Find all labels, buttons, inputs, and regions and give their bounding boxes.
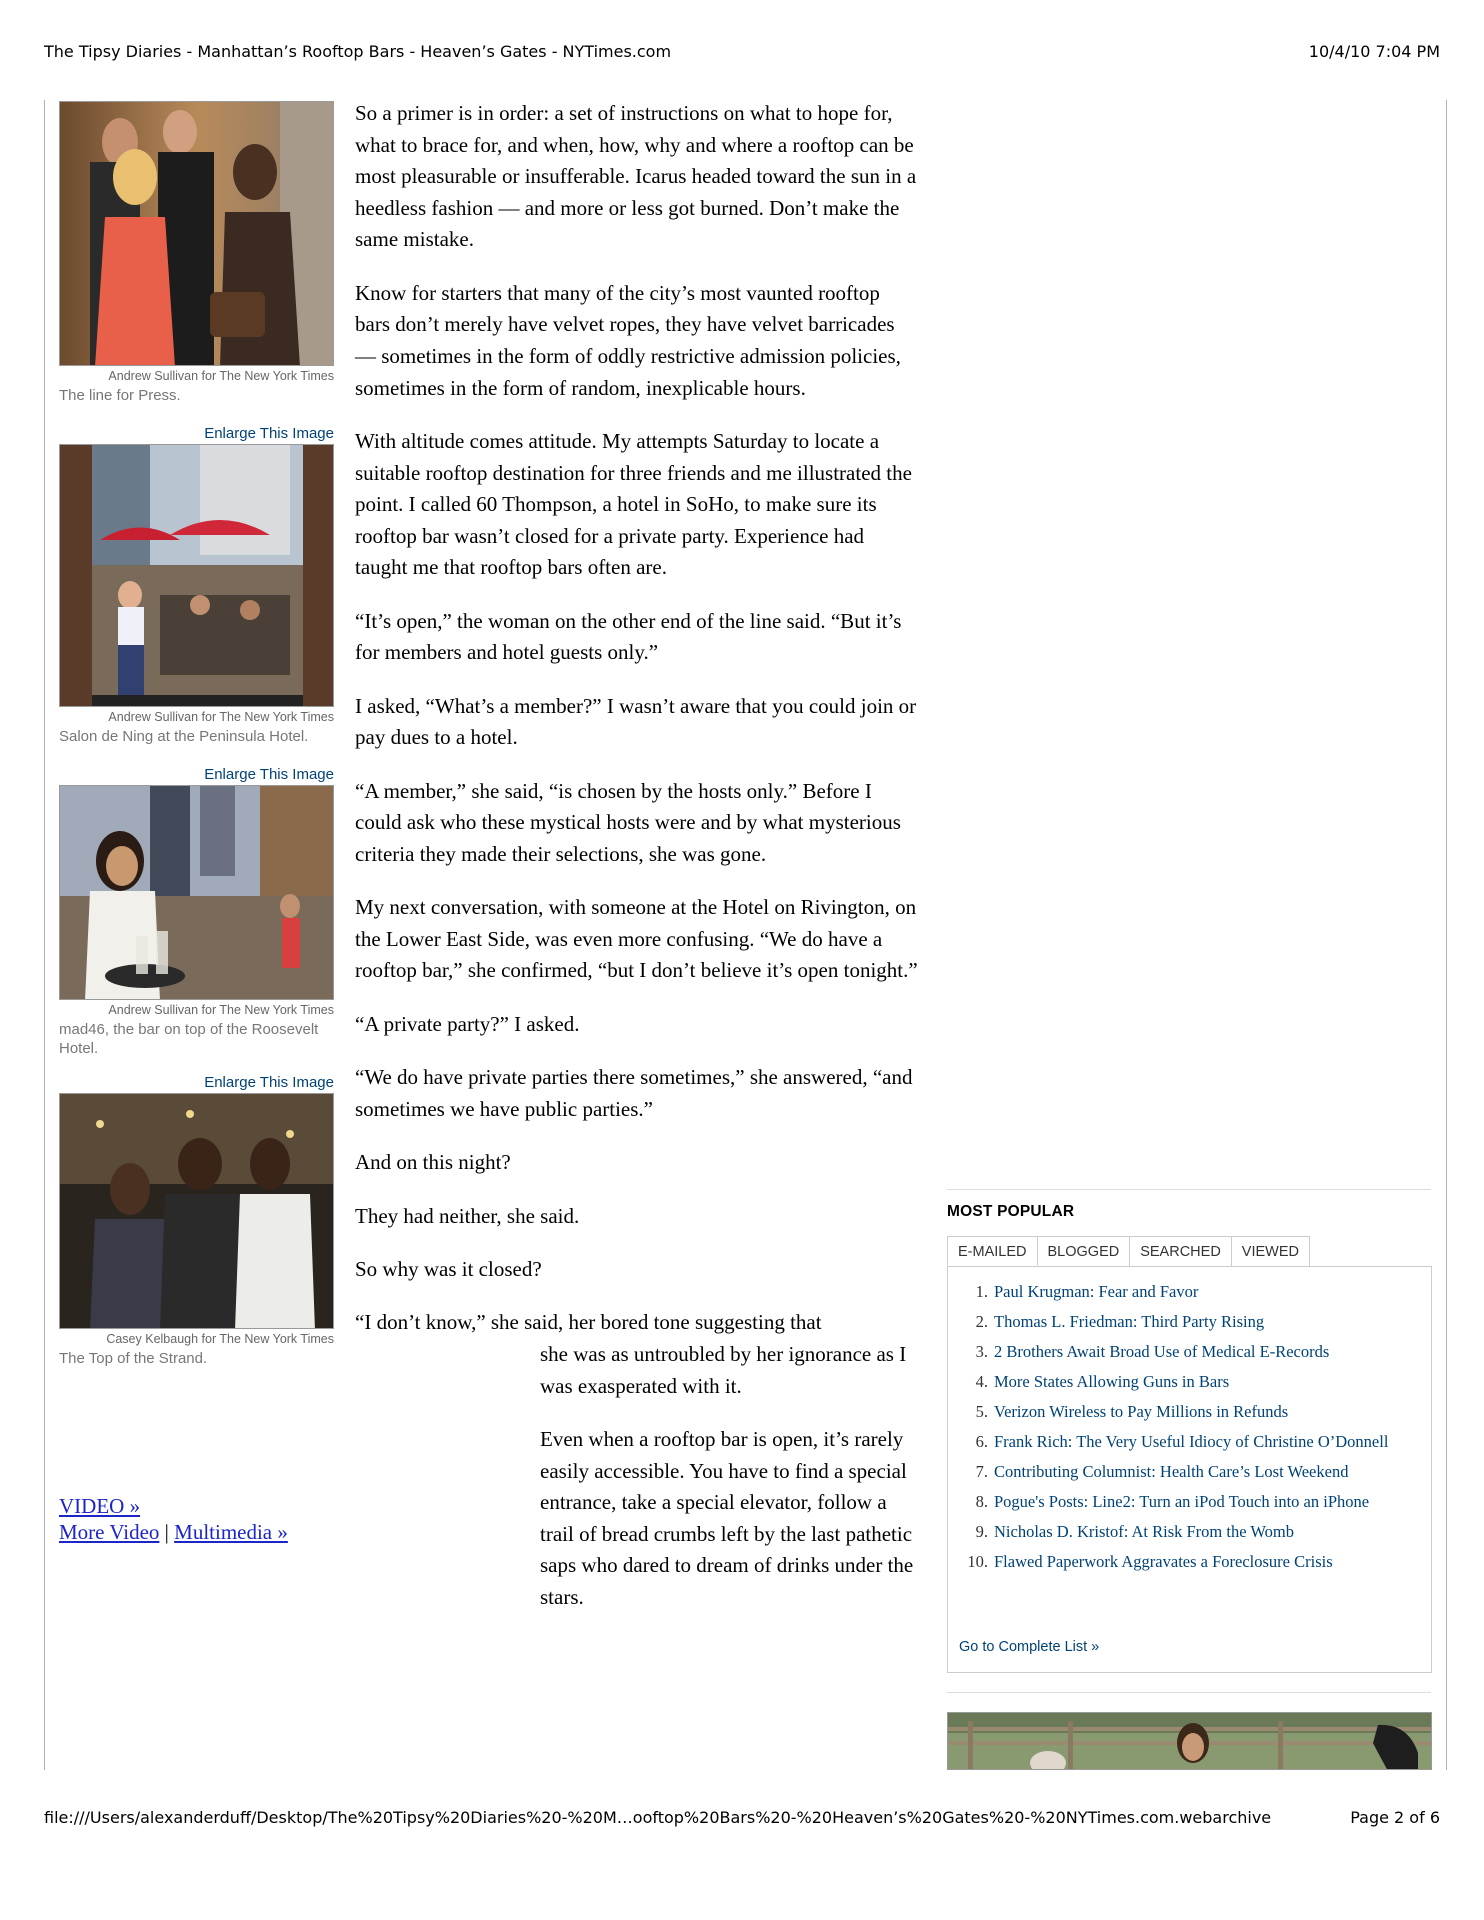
- article-paragraph: “It’s open,” the woman on the other end of the line said. “But it’s for members and hotel guests only.”: [355, 608, 902, 665]
- photo-caption: mad46, the bar on top of the Roosevelt Hotel.: [59, 1021, 319, 1057]
- photo-caption: Salon de Ning at the Peninsula Hotel.: [59, 728, 309, 745]
- photo-credit: Andrew Sullivan for The New York Times: [108, 1003, 334, 1017]
- list-item: [958, 1371, 1421, 1392]
- most-popular-link[interactable]: Flawed Paperwork Aggravates a Foreclosure Crisis: [994, 1552, 1333, 1571]
- print-header: [44, 42, 1440, 61]
- enlarge-image-link[interactable]: Enlarge This Image: [204, 766, 334, 783]
- tab-searched[interactable]: SEARCHED: [1130, 1236, 1232, 1266]
- list-item: [958, 1491, 1421, 1512]
- most-popular-link[interactable]: Nicholas D. Kristof: At Risk From the Womb: [994, 1522, 1294, 1541]
- tab-viewed[interactable]: VIEWED: [1232, 1236, 1310, 1266]
- article-paragraph: Know for starters that many of the city’s most vaunted rooftop bars don’t merely have velvet ropes, they have velvet barricades — sometimes in the form of oddly restrictive admission policies, sometimes in the form of random, inexplicable hours.: [355, 280, 901, 400]
- most-popular-list: [948, 1267, 1431, 1572]
- complete-list-link[interactable]: Go to Complete List »: [959, 1639, 1100, 1655]
- list-item: [958, 1551, 1421, 1572]
- tab-e-mailed[interactable]: E-MAILED: [947, 1236, 1038, 1266]
- item-number: 1.: [975, 1282, 988, 1301]
- most-popular-link[interactable]: Thomas L. Friedman: Third Party Rising: [994, 1312, 1265, 1331]
- most-popular-link[interactable]: Verizon Wireless to Pay Millions in Refunds: [994, 1402, 1289, 1421]
- photo-caption: The Top of the Strand.: [59, 1350, 208, 1367]
- item-number: 7.: [975, 1462, 988, 1481]
- photo-credit: Casey Kelbaugh for The New York Times: [106, 1332, 334, 1346]
- item-number: 3.: [975, 1342, 988, 1361]
- list-item: [958, 1461, 1421, 1482]
- promo-image[interactable]: [947, 1712, 1432, 1770]
- wrapped-remainder: she was as untroubled by her ignorance as I was exasperated with it.: [540, 1341, 907, 1398]
- photo-mad46-image: [60, 786, 334, 1000]
- most-popular-link[interactable]: Contributing Columnist: Health Care’s Lost Weekend: [994, 1462, 1349, 1481]
- most-popular-link[interactable]: 2 Brothers Await Broad Use of Medical E-Records: [994, 1342, 1330, 1361]
- item-number: 10.: [967, 1552, 988, 1571]
- tab-blogged[interactable]: BLOGGED: [1038, 1236, 1131, 1266]
- article-paragraph: My next conversation, with someone at the Hotel on Rivington, on the Lower East Side, was even more confusing. “We do have a rooftop bar,” she confirmed, “but I don’t believe it’s open tonight.”: [355, 895, 918, 983]
- list-item: [958, 1311, 1421, 1332]
- wrapped-first-line: “I don’t know,” she said, her bored tone suggesting that: [355, 1310, 822, 1335]
- most-popular-tabs: [947, 1236, 1310, 1266]
- item-number: 6.: [975, 1432, 988, 1451]
- more-video-link[interactable]: More Video: [59, 1520, 160, 1544]
- photo-top-of-the-strand-image: [60, 1094, 334, 1329]
- article-paragraph: So a primer is in order: a set of instructions on what to hope for, what to brace for, and when, how, why and where a rooftop can be most pleasurable or insufferable. Icarus headed toward the sun in a heedless fashion — and more or less got burned. Don’t make the same mistake.: [355, 101, 917, 252]
- article-paragraph: Even when a rooftop bar is open, it’s rarely easily accessible. You have to find a special entrance, take a special elevator, follow a trail of bread crumbs left by the last pathetic saps who dared to dream of drinks under the stars.: [540, 1426, 914, 1609]
- photo-top-of-the-strand[interactable]: [59, 1093, 334, 1329]
- list-item: [958, 1431, 1421, 1452]
- item-number: 8.: [975, 1492, 988, 1511]
- most-popular-divider: [947, 1189, 1431, 1190]
- photo-salon-de-ning[interactable]: [59, 444, 334, 707]
- print-timestamp: 10/4/10 7:04 PM: [1308, 42, 1440, 61]
- article-paragraph: “A private party?” I asked.: [355, 1011, 580, 1036]
- print-page-number: Page 2 of 6: [1350, 1808, 1440, 1827]
- video-link[interactable]: VIDEO »: [59, 1494, 141, 1518]
- article-paragraph: “A member,” she said, “is chosen by the hosts only.” Before I could ask who these mystical hosts were and by what mysterious criteria they made their selections, she was gone.: [355, 778, 901, 866]
- article-paragraph: They had neither, she said.: [355, 1203, 580, 1228]
- list-item: [958, 1281, 1421, 1302]
- list-item: [958, 1341, 1421, 1362]
- photo-column: [59, 101, 334, 1368]
- most-popular-link[interactable]: Frank Rich: The Very Useful Idiocy of Christine O’Donnell: [994, 1432, 1389, 1451]
- page-border-left: [44, 100, 45, 1770]
- article-paragraph-wrapped: [355, 1307, 920, 1402]
- print-footer: [44, 1808, 1440, 1827]
- item-number: 5.: [975, 1402, 988, 1421]
- most-popular-link[interactable]: More States Allowing Guns in Bars: [994, 1372, 1230, 1391]
- item-number: 2.: [975, 1312, 988, 1331]
- item-number: 4.: [975, 1372, 988, 1391]
- most-popular-link[interactable]: Paul Krugman: Fear and Favor: [994, 1282, 1199, 1301]
- photo-credit: Andrew Sullivan for The New York Times: [108, 710, 334, 724]
- link-separator: |: [164, 1520, 169, 1544]
- article-paragraph: With altitude comes attitude. My attempts Saturday to locate a suitable rooftop destination for three friends and me illustrated the point. I called 60 Thompson, a hotel in SoHo, to make sure its rooftop bar wasn’t closed for a private party. Experience had taught me that rooftop bars often are.: [355, 428, 912, 580]
- item-number: 9.: [975, 1522, 988, 1541]
- list-item: [958, 1521, 1421, 1542]
- article-body: [355, 98, 920, 1635]
- photo-credit: Andrew Sullivan for The New York Times: [108, 369, 334, 383]
- print-file-url: file:///Users/alexanderduff/Desktop/The%20Tipsy%20Diaries%20-%20M…ooftop%20Bars%20-%20Heaven’s%20Gates%20-%20NYTimes.com.webarchive: [44, 1808, 1272, 1827]
- article-paragraph: So why was it closed?: [355, 1256, 542, 1281]
- article-paragraph: I asked, “What’s a member?” I wasn’t aware that you could join or pay dues to a hotel.: [355, 693, 917, 750]
- print-page-title: The Tipsy Diaries - Manhattan’s Rooftop Bars - Heaven’s Gates - NYTimes.com: [44, 42, 672, 61]
- article-paragraph: “We do have private parties there sometimes,” she answered, “and sometimes we have public parties.”: [355, 1065, 913, 1121]
- media-links: [59, 1493, 288, 1545]
- enlarge-image-link[interactable]: Enlarge This Image: [204, 1074, 334, 1091]
- article-paragraph: And on this night?: [355, 1150, 511, 1175]
- photo-press-line-image: [60, 102, 334, 366]
- photo-salon-de-ning-image: [60, 445, 334, 707]
- enlarge-image-link[interactable]: Enlarge This Image: [204, 425, 334, 442]
- photo-press-line[interactable]: [59, 101, 334, 366]
- page-border-right: [1446, 100, 1447, 1770]
- list-item: [958, 1401, 1421, 1422]
- most-popular-link[interactable]: Pogue's Posts: Line2: Turn an iPod Touch into an iPhone: [994, 1492, 1370, 1511]
- photo-mad46[interactable]: [59, 785, 334, 1000]
- most-popular-title: MOST POPULAR: [947, 1203, 1075, 1220]
- promo-image-graphic: [948, 1713, 1432, 1770]
- photo-caption: The line for Press.: [59, 387, 181, 404]
- multimedia-link[interactable]: Multimedia »: [174, 1520, 288, 1544]
- most-popular-panel: [947, 1266, 1432, 1673]
- module-divider: [947, 1692, 1431, 1693]
